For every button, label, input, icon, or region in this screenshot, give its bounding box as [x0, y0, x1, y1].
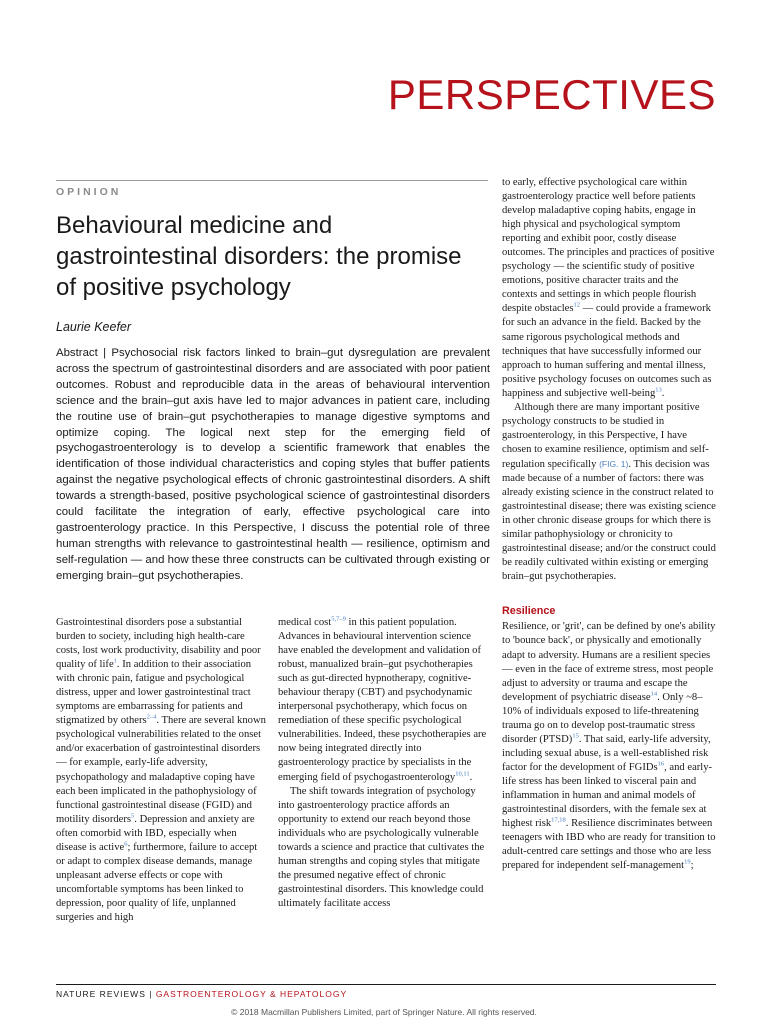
text-run: . This decision was made because of a number of factors: there was already existing science in the construct related to gastrointestinal disease; there was existing science in other chronic disease groups for which there is similar pathophysiology or chronicity to gastrointestinal disease; and/or the construct could be readily cultivated within existing or emerging brain–gut psychotherapies.: [502, 458, 716, 583]
article-type: OPINION: [56, 186, 122, 198]
reference-link[interactable]: 2–4: [146, 713, 157, 721]
body-column-2: [278, 616, 488, 911]
reference-link[interactable]: 5: [131, 812, 135, 820]
subheading-resilience: Resilience: [502, 605, 556, 618]
text-run: to early, effective psychological care within gastroenterology practice well before patients develop maladaptive coping habits, engage in high physical and psychological symptom reporting and exhibit poor, costly disease outcomes. The principles and practices of positive psychology — the scientific study of positive emotions, positive character traits and the contexts and settings in which people flourish despite obstacles: [502, 177, 715, 315]
text-run: — could provide a framework for such an advance in the field. Backed by the same rigorous psychological methods and techniques that have successfully informed our approach to human suffering and mental illness, positive psychology focuses on outcomes such as happiness and subjective well-being: [502, 303, 712, 399]
text-run: . There are several known psychological vulnerabilities related to the onset and/or exacerbation of gastrointestinal disorders — for example, early-life adversity, psychopathology and maladaptive coping have each been implicated in the pathophysiology of functional gastrointestinal disease (FGID) and motility disorders: [56, 715, 266, 825]
text-run: medical cost: [278, 617, 332, 628]
text-run: ;: [690, 860, 694, 872]
reference-link[interactable]: 17,18: [551, 816, 566, 824]
text-run: Gastrointestinal disorders pose a substantial burden to society, including high health-care costs, lost work productivity, disability and poor quality of life: [56, 617, 261, 671]
paragraph: [56, 616, 266, 925]
section-label: PERSPECTIVES: [387, 71, 716, 118]
journal-subtitle: GASTROENTEROLOGY & HEPATOLOGY: [155, 989, 348, 999]
paragraph: The shift towards integration of psychology into gastroenterology practice affords an opportunity to extend our reach beyond those individuals who are psychologically vulnerable towards a science and practice that cultivates the human strengths and coping styles that mitigate the presumed negative effect of chronic gastrointestinal disorders. This knowledge could ultimately facilitate access: [278, 785, 485, 909]
reference-link[interactable]: 15: [572, 732, 579, 740]
text-run: Although there are many important positive psychology constructs to be studied in gastroenterology, in this Perspective, I have chosen to examine resilience, optimism and self-regulation specifically: [502, 401, 709, 470]
text-run: . That said, early-life adversity, including sexual abuse, is a well-established risk factor for the development of FGIDs: [502, 733, 711, 773]
text-run: .: [469, 771, 473, 783]
text-run: .: [661, 387, 665, 399]
journal-prefix: NATURE REVIEWS |: [56, 989, 156, 999]
journal-name: [56, 989, 347, 999]
text-run: ; furthermore, failure to accept or adapt to complex disease demands, manage unpleasant adverse effects or cope with uncomfortable symptoms has been linked to depression, poor quality of life, unplanned surgeries and high: [56, 841, 258, 923]
text-run: . Only ~8–10% of individuals exposed to life-threatening trauma go on to develop post-traumatic stress disorder (PTSD): [502, 691, 703, 745]
text-run: . In addition to their association with chronic pain, fatigue and psychological distress, upper and lower gastrointestinal tract symptoms are embarrassing for patients and stigmatized by others: [56, 659, 252, 727]
reference-link[interactable]: 16: [657, 760, 665, 768]
reference-link[interactable]: 6: [124, 840, 128, 848]
footer-rule: [56, 984, 716, 985]
reference-link[interactable]: 13: [655, 386, 662, 394]
text-run: , and early-life stress has been linked to visceral pain and inflammation in human and animal models of gastrointestinal disorders, with the female sex at highest risk: [502, 761, 713, 830]
abstract: Abstract | Psychosocial risk factors linked to brain–gut dysregulation are prevalent across the spectrum of gastrointestinal disorders and are associated with poor patient outcomes. Robust and reproducible data in the areas of behavioural intervention science and the brain–gut axis have led to major advances in patient care, including the routine use of brain–gut psychotherapies to manage digestive symptoms and optimize coping. The logical next step for the emerging field of psychogastroenterology is to develop a scientific framework that enables the identification of those individual characteristics and coping styles that buffer patients against the negative psychological effects of chronic gastrointestinal disorders. A shift towards a strength-based, positive psychological science of gastrointestinal disorders could facilitate the integration of early, effective psychological care into gastroenterology practice. In this Perspective, I discuss the potential role of three human strengths with relevance to gastrointestinal health — resilience, optimism and self-regulation — and how these three constructs can be cultivated through existing or emerging brain–gut psychotherapies.: [56, 347, 490, 582]
author-name: Laurie Keefer: [56, 320, 132, 334]
paragraph: [502, 176, 716, 401]
text-run: . Resilience discriminates between teenagers with IBD who are ready for transition to adult-centred care settings and those who are less prepared for independent self-management: [502, 818, 716, 872]
reference-link[interactable]: 5,7–9: [331, 615, 346, 623]
text-run: in this patient population. Advances in behavioural intervention science have enabled the development and validation of robust, manualized brain–gut psychotherapies such as gut-directed hypnotherapy, cognitive-behaviour therapy (CBT) and psychodynamic interpersonal psychotherapy, which focus on remediation of these specific psychological vulnerabilities. Indeed, these psychotherapies are now being integrated directly into gastroenterology practice by specialists in the emerging field of psychogastroenterology: [278, 617, 487, 783]
reference-link[interactable]: 10,11: [455, 769, 470, 777]
figure-link[interactable]: (FIG. 1): [599, 458, 629, 469]
paragraph: [502, 401, 716, 585]
reference-link[interactable]: 19: [684, 858, 691, 866]
body-column-3: [502, 176, 716, 873]
reference-link[interactable]: 14: [650, 690, 658, 698]
paragraph: [278, 616, 488, 785]
kicker-rule: [56, 180, 488, 181]
text-run: Resilience, or 'grit', can be defined by one's ability to 'bounce back', or physically and emotionally adapt to adversity. Humans are a resilient species — even in the face of extreme stress, most people adjust to adversity or trauma and escape the development of psychiatric disease: [502, 621, 716, 703]
body-column-1: [56, 616, 266, 925]
text-run: . Depression and anxiety are often comorbid with IBD, especially when disease is active: [56, 813, 255, 853]
article-title: Behavioural medicine and gastrointestinal disorders: the promise of positive psychology: [56, 212, 462, 301]
paragraph: [502, 620, 716, 873]
reference-link[interactable]: 1: [113, 657, 117, 665]
reference-link[interactable]: 12: [573, 301, 580, 309]
copyright-notice: © 2018 Macmillan Publishers Limited, part of Springer Nature. All rights reserved.: [231, 1007, 537, 1017]
